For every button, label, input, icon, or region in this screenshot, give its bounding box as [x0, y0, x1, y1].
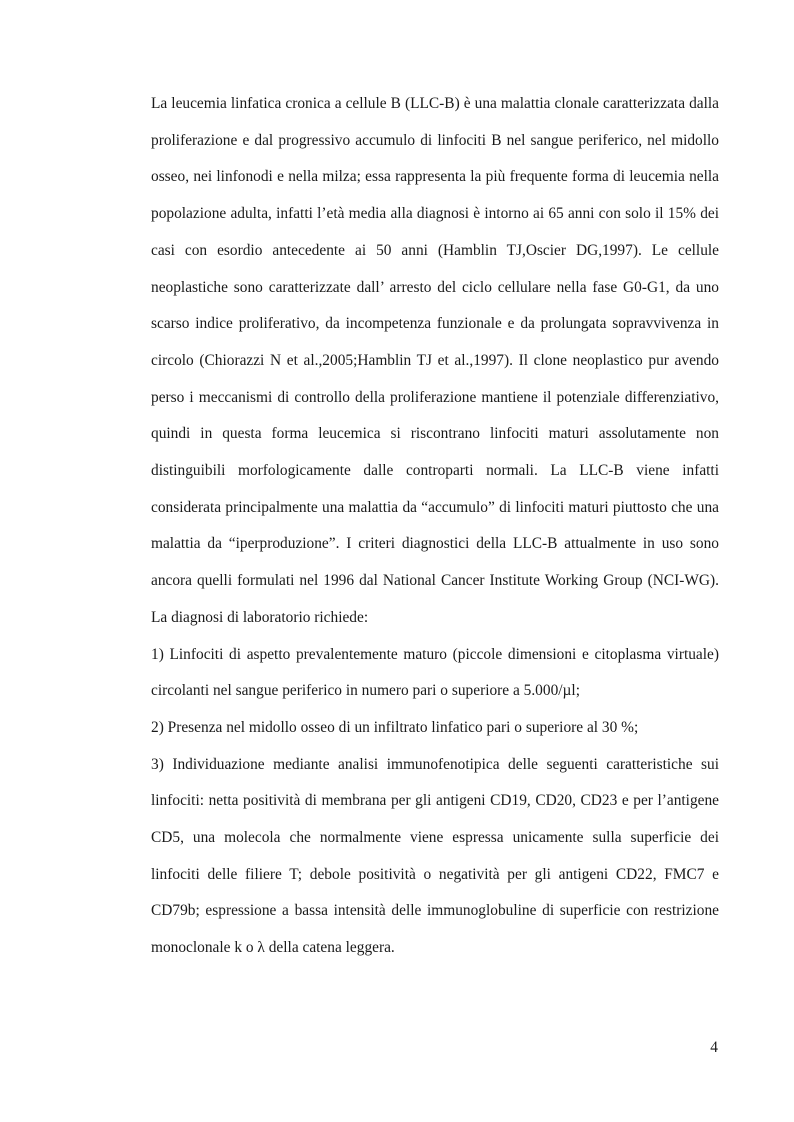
body-text [151, 86, 719, 967]
criterion-1: 1) Linfociti di aspetto prevalentemente maturo (piccole dimensioni e citoplasma virtuale) circolanti nel sangue periferico in numero pari o superiore a 5.000/µl; [151, 645, 719, 700]
page-number: 4 [710, 1039, 718, 1056]
criterion-3: 3) Individuazione mediante analisi immunofenotipica delle seguenti caratteristiche sui linfociti: netta positività di membrana per gli antigeni CD19, CD20, CD23 e per l’antigene CD5, una molecola che normalmente viene espressa unicamente sulla superficie dei linfociti delle filiere T; debole positività o negatività per gli antigeni CD22, FMC7 e CD79b; espressione a bassa intensità delle immunoglobuline di superficie con restrizione monoclonale k o λ della catena leggera. [151, 755, 719, 957]
criterion-2: 2) Presenza nel midollo osseo di un infiltrato linfatico pari o superiore al 30 %; [151, 718, 639, 736]
paragraph-intro: La leucemia linfatica cronica a cellule B (LLC-B) è una malattia clonale caratterizzata dalla proliferazione e dal progressivo accumulo di linfociti B nel sangue periferico, nel midollo osseo, nei linfonodi e nella milza; essa rappresenta la più frequente forma di leucemia nella popolazione adulta, infatti l’età media alla diagnosi è intorno ai 65 anni con solo il 15% dei casi con esordio antecedente ai 50 anni (Hamblin TJ,Oscier DG,1997). Le cellule neoplastiche sono caratterizzate dall’ arresto del ciclo cellulare nella fase G0-G1, da uno scarso indice proliferativo, da incompetenza funzionale e da prolungata sopravvivenza in circolo (Chiorazzi N et al.,2005;Hamblin TJ et al.,1997). Il clone neoplastico pur avendo perso i meccanismi di controllo della proliferazione mantiene il potenziale differenziativo, quindi in questa forma leucemica si riscontrano linfociti maturi assolutamente non distinguibili morfologicamente dalle controparti normali. La LLC-B viene infatti considerata principalmente una malattia da “accumulo” di linfociti maturi piuttosto che una malattia da “iperproduzione”. I criteri diagnostici della LLC-B attualmente in uso sono ancora quelli formulati nel 1996 dal National Cancer Institute Working Group (NCI-WG). La diagnosi di laboratorio richiede: [151, 95, 719, 626]
